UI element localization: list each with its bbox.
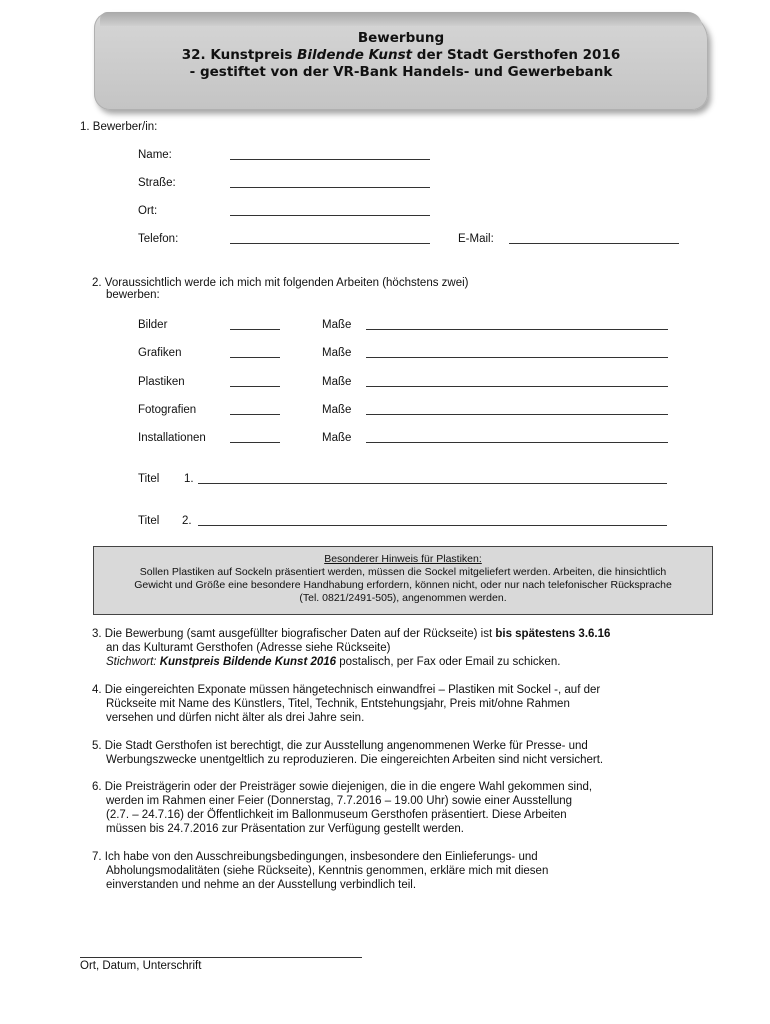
notice-line-1: Sollen Plastiken auf Sockeln präsentiert werden, müssen die Sockel mitgeliefert werden. Arbeiten, die hinsichtlich (139, 566, 667, 578)
email-field[interactable] (509, 233, 679, 247)
section6-paragraph (92, 780, 692, 836)
size-field-plastiken[interactable] (366, 376, 668, 390)
title-line-2 (94, 47, 708, 64)
category-fotografien: Fotografien (138, 404, 197, 416)
title-label-1: Titel (138, 473, 160, 485)
size-label-installationen: Maße (322, 432, 352, 444)
section4-line-3: versehen und dürfen nicht älter als drei Jahre sein. (106, 712, 365, 724)
sculpture-notice-box (93, 546, 713, 615)
section3-deadline: bis spätestens 3.6.16 (495, 628, 611, 640)
section7-line-3: einverstanden und nehme an der Ausstellung verbindlich teil. (106, 879, 417, 891)
section3-keyword-label: Stichwort: (106, 656, 160, 668)
size-field-bilder[interactable] (366, 319, 668, 333)
title-line-2-post: der Stadt Gersthofen 2016 (412, 47, 621, 63)
size-field-installationen[interactable] (366, 432, 668, 446)
section3-line-3-text: postalisch, per Fax oder Email zu schicken. (336, 656, 561, 668)
size-label-grafiken: Maße (322, 347, 352, 359)
notice-title: Besonderer Hinweis für Plastiken: (324, 553, 482, 565)
form-title (94, 30, 708, 81)
notice-line-3: (Tel. 0821/2491-505), angenommen werden. (299, 592, 507, 604)
city-label: Ort: (138, 205, 158, 217)
section6-line-1: 6. Die Preisträgerin oder der Preisträger sowie diejenigen, die in die engere Wahl gekommen sind, (92, 781, 593, 793)
category-installationen: Installationen (138, 432, 206, 444)
name-label: Name: (138, 149, 172, 161)
section3-keyword: Kunstpreis Bildende Kunst 2016 (159, 656, 337, 668)
size-label-bilder: Maße (322, 319, 352, 331)
section6-line-2: werden im Rahmen einer Feier (Donnerstag, 7.7.2016 – 19.00 Uhr) sowie einer Ausstellung (106, 795, 573, 807)
count-field-bilder[interactable] (230, 319, 280, 333)
size-label-plastiken: Maße (322, 376, 352, 388)
count-field-grafiken[interactable] (230, 347, 280, 361)
size-field-fotografien[interactable] (366, 404, 668, 418)
street-label: Straße: (138, 177, 176, 189)
name-field[interactable] (230, 149, 430, 163)
title-number-1: 1. (184, 473, 194, 485)
title-line-2-pre: 32. Kunstpreis (181, 47, 298, 63)
title-label-2: Titel (138, 515, 160, 527)
section7-line-2: Abholungsmodalitäten (siehe Rückseite), Kenntnis genommen, erkläre mich mit diesen (106, 865, 549, 877)
title-field-1[interactable] (198, 473, 667, 487)
section5-line-1: 5. Die Stadt Gersthofen ist berechtigt, die zur Ausstellung angenommenen Werke für Presse- und (92, 740, 588, 752)
signature-label: Ort, Datum, Unterschrift (80, 960, 202, 972)
title-line-1: Bewerbung (357, 30, 445, 46)
section4-paragraph (92, 683, 692, 725)
section3-line-1 (92, 627, 692, 641)
size-field-grafiken[interactable] (366, 347, 668, 361)
section3-line-1-text: 3. Die Bewerbung (samt ausgefüllter biografischer Daten auf der Rückseite) ist (92, 628, 496, 640)
section7-paragraph (92, 850, 692, 892)
section2-heading-line2: bewerben: (106, 289, 160, 301)
email-label: E-Mail: (458, 233, 494, 245)
header-banner (94, 12, 708, 110)
title-line-2-italic: Bildende Kunst (297, 47, 413, 63)
section6-line-3: (2.7. – 24.7.16) der Öffentlichkeit im Ballonmuseum Gersthofen präsentiert. Diese Arbeiten (106, 809, 567, 821)
header-banner-tab (100, 12, 702, 26)
section3-paragraph (92, 627, 692, 669)
section5-paragraph (92, 739, 692, 767)
section3-line-2: an das Kulturamt Gersthofen (Adresse siehe Rückseite) (106, 642, 391, 654)
section3-line-3 (92, 655, 692, 669)
size-label-fotografien: Maße (322, 404, 352, 416)
count-field-installationen[interactable] (230, 432, 280, 446)
section2-heading-line1: 2. Voraussichtlich werde ich mich mit folgenden Arbeiten (höchstens zwei) (92, 277, 469, 289)
title-line-3: - gestiftet von der VR-Bank Handels- und Gewerbebank (189, 64, 613, 80)
section7-line-1: 7. Ich habe von den Ausschreibungsbedingungen, insbesondere den Einlieferungs- und (92, 851, 538, 863)
section4-line-2: Rückseite mit Name des Künstlers, Titel, Technik, Entstehungsjahr, Preis mit/ohne Rahmen (106, 698, 570, 710)
street-field[interactable] (230, 177, 430, 191)
title-field-2[interactable] (198, 515, 667, 529)
section4-line-1: 4. Die eingereichten Exponate müssen hängetechnisch einwandfrei – Plastiken mit Sockel -, auf der (92, 684, 601, 696)
signature-field[interactable] (80, 957, 362, 958)
category-bilder: Bilder (138, 319, 168, 331)
title-number-2: 2. (182, 515, 192, 527)
city-field[interactable] (230, 205, 430, 219)
phone-field[interactable] (230, 233, 430, 247)
count-field-fotografien[interactable] (230, 404, 280, 418)
category-grafiken: Grafiken (138, 347, 182, 359)
notice-line-2: Gewicht und Größe eine besondere Handhabung erfordern, können nicht, oder nur nach telefonischer Rücksprache (134, 579, 672, 591)
section6-line-4: müssen bis 24.7.2016 zur Präsentation zur Verfügung gestellt werden. (106, 823, 464, 835)
phone-label: Telefon: (138, 233, 179, 245)
section2-heading (92, 277, 469, 301)
section5-line-2: Werbungszwecke unentgeltlich zu reproduzieren. Die eingereichten Arbeiten sind nicht versichert. (106, 754, 604, 766)
category-plastiken: Plastiken (138, 376, 185, 388)
count-field-plastiken[interactable] (230, 376, 280, 390)
section1-heading: 1. Bewerber/in: (80, 121, 158, 133)
